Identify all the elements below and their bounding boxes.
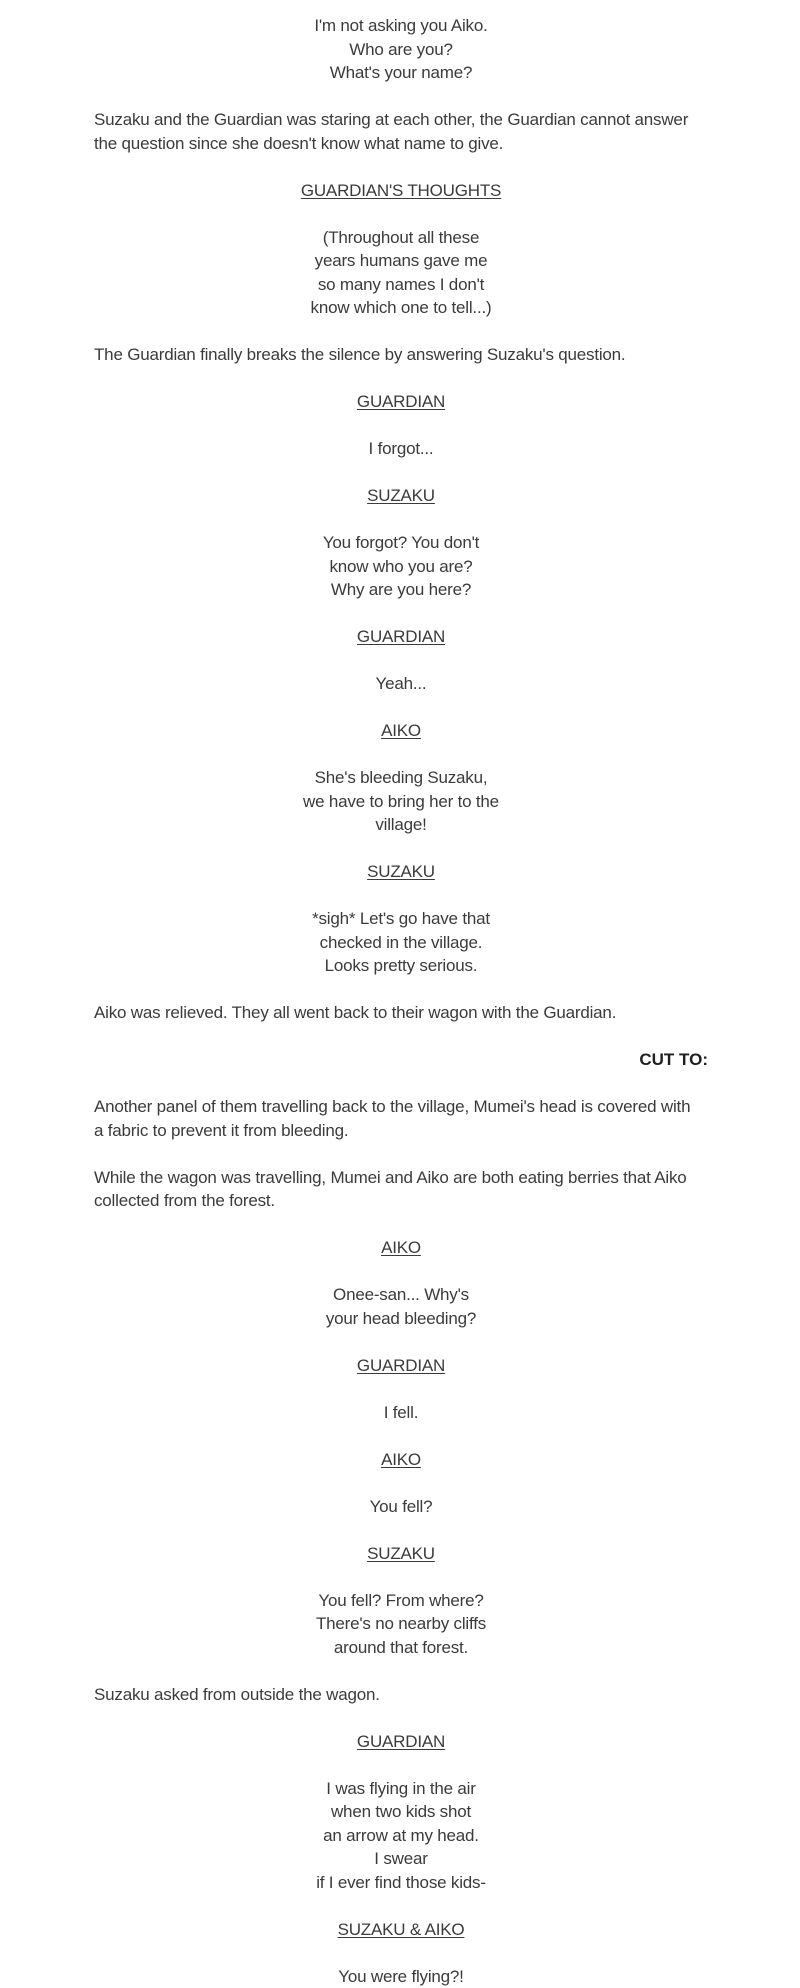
action-paragraph [94,108,708,155]
character-line: GUARDIAN [357,1354,445,1378]
dialogue-block [94,1589,708,1660]
character-name [94,1448,708,1472]
dialogue-line: we have to bring her to the [94,790,708,814]
dialogue-line: *sigh* Let's go have that [94,907,708,931]
character-name [94,1236,708,1260]
action-paragraph [94,1095,708,1142]
character-line: SUZAKU & AIKO [338,1918,465,1942]
dialogue-block [94,1401,708,1425]
action-line: The Guardian finally breaks the silence by answering Suzaku's question. [94,343,708,367]
dialogue-line: so many names I don't [94,273,708,297]
dialogue-block [94,1777,708,1895]
dialogue-line: Who are you? [94,38,708,62]
character-line: GUARDIAN [357,390,445,414]
action-line: Another panel of them travelling back to the village, Mumei's head is covered with [94,1095,708,1119]
character-line: GUARDIAN'S THOUGHTS [301,179,501,203]
dialogue-line: know who you are? [94,555,708,579]
dialogue-block [94,437,708,461]
character-name [94,860,708,884]
dialogue-block [94,766,708,837]
character-name [94,1730,708,1754]
character-name [94,179,708,203]
transition-line: CUT TO: [94,1048,708,1072]
dialogue-line: What's your name? [94,61,708,85]
dialogue-line: around that forest. [94,1636,708,1660]
character-line: AIKO [381,719,421,743]
character-line: GUARDIAN [357,1730,445,1754]
dialogue-line: Onee-san... Why's [94,1283,708,1307]
dialogue-line: You were flying?! [94,1965,708,1988]
action-paragraph [94,1001,708,1025]
dialogue-block [94,1495,708,1519]
character-line: AIKO [381,1448,421,1472]
action-paragraph [94,1166,708,1213]
dialogue-line: You fell? [94,1495,708,1519]
character-line: SUZAKU [367,484,435,508]
action-line: a fabric to prevent it from bleeding. [94,1119,708,1143]
character-name [94,625,708,649]
dialogue-line: if I ever find those kids- [94,1871,708,1895]
action-line: collected from the forest. [94,1189,708,1213]
character-line: AIKO [381,1236,421,1260]
dialogue-line: years humans gave me [94,249,708,273]
character-name [94,390,708,414]
character-name [94,1542,708,1566]
dialogue-line: I was flying in the air [94,1777,708,1801]
character-line: SUZAKU [367,1542,435,1566]
dialogue-block [94,226,708,320]
dialogue-line: (Throughout all these [94,226,708,250]
dialogue-line: I swear [94,1847,708,1871]
dialogue-line: I'm not asking you Aiko. [94,14,708,38]
action-line: Aiko was relieved. They all went back to their wagon with the Guardian. [94,1001,708,1025]
character-name [94,1354,708,1378]
dialogue-block [94,14,708,85]
dialogue-line: She's bleeding Suzaku, [94,766,708,790]
dialogue-line: There's no nearby cliffs [94,1612,708,1636]
dialogue-block [94,531,708,602]
action-line: Suzaku and the Guardian was staring at each other, the Guardian cannot answer [94,108,708,132]
dialogue-line: checked in the village. [94,931,708,955]
dialogue-line: You forgot? You don't [94,531,708,555]
dialogue-line: village! [94,813,708,837]
dialogue-line: Why are you here? [94,578,708,602]
dialogue-block [94,672,708,696]
dialogue-block [94,1283,708,1330]
character-line: SUZAKU [367,860,435,884]
dialogue-line: I fell. [94,1401,708,1425]
dialogue-line: I forgot... [94,437,708,461]
character-name [94,484,708,508]
dialogue-line: your head bleeding? [94,1307,708,1331]
dialogue-line: You fell? From where? [94,1589,708,1613]
character-name [94,1918,708,1942]
dialogue-line: Looks pretty serious. [94,954,708,978]
action-paragraph [94,343,708,367]
character-name [94,719,708,743]
action-line: Suzaku asked from outside the wagon. [94,1683,708,1707]
action-line: While the wagon was travelling, Mumei and Aiko are both eating berries that Aiko [94,1166,708,1190]
dialogue-block [94,1965,708,1988]
dialogue-line: when two kids shot [94,1800,708,1824]
dialogue-block [94,907,708,978]
action-paragraph [94,1683,708,1707]
dialogue-line: know which one to tell...) [94,296,708,320]
character-line: GUARDIAN [357,625,445,649]
dialogue-line: Yeah... [94,672,708,696]
dialogue-line: an arrow at my head. [94,1824,708,1848]
transition-cut-to [94,1048,708,1072]
action-line: the question since she doesn't know what name to give. [94,132,708,156]
